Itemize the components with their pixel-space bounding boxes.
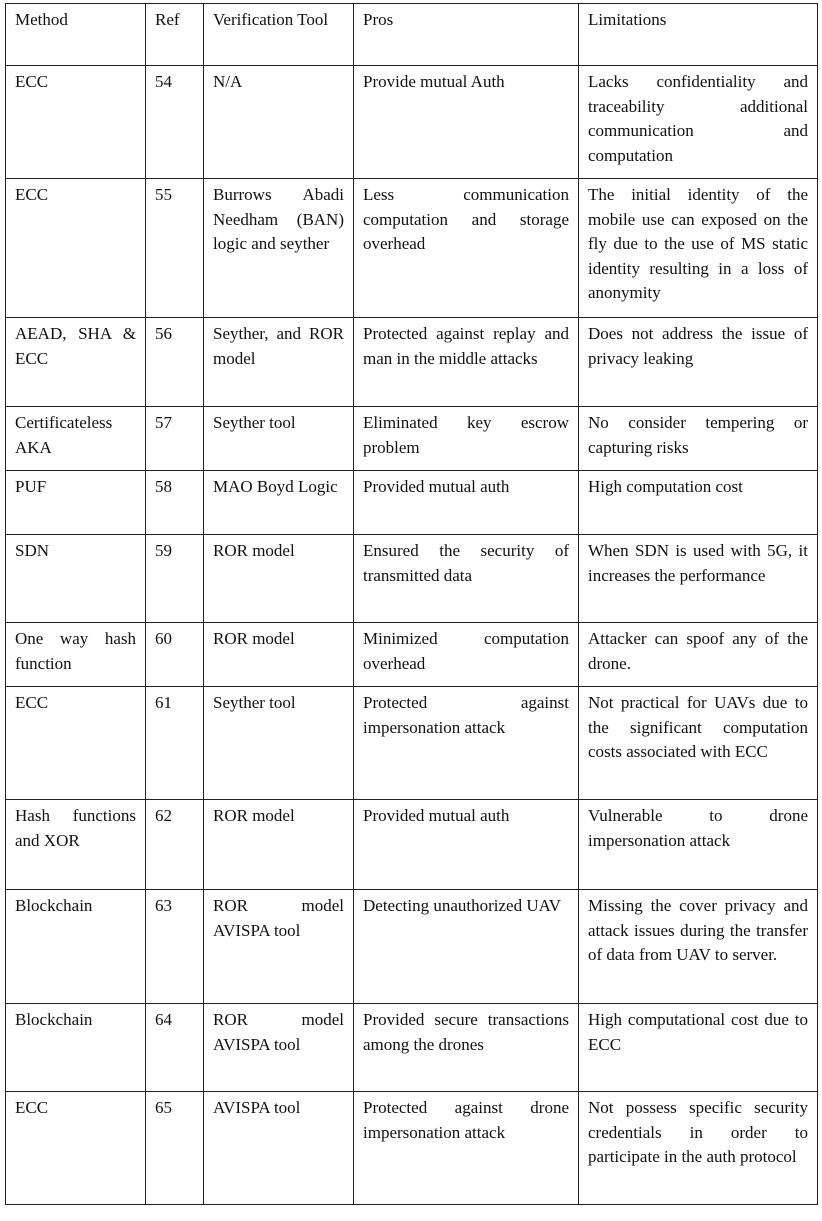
cell-limitations: The initial identity of the mobile use can exposed on the fly due to the use of MS static identity resulting in a loss of anonymity — [579, 179, 818, 318]
cell-ref: 58 — [146, 471, 204, 535]
cell-pros: Protected against replay and man in the middle attacks — [354, 318, 579, 407]
cell-method: ECC — [6, 66, 146, 179]
cell-ref: 55 — [146, 179, 204, 318]
table-row — [6, 535, 818, 623]
cell-tool: Seyther tool — [204, 407, 354, 471]
cell-tool: ROR model AVISPA tool — [204, 890, 354, 1004]
table-row — [6, 623, 818, 687]
cell-tool: MAO Boyd Logic — [204, 471, 354, 535]
cell-limitations: Missing the cover privacy and attack issues during the transfer of data from UAV to server. — [579, 890, 818, 1004]
cell-pros: Ensured the security of transmitted data — [354, 535, 579, 623]
header-limitations: Limitations — [579, 4, 818, 66]
cell-method: Hash functions and XOR — [6, 800, 146, 890]
table-header-row — [6, 4, 818, 66]
cell-method: Blockchain — [6, 890, 146, 1004]
cell-limitations: Vulnerable to drone impersonation attack — [579, 800, 818, 890]
cell-tool: ROR model — [204, 623, 354, 687]
table-row — [6, 1092, 818, 1205]
cell-method: ECC — [6, 687, 146, 800]
cell-tool: N/A — [204, 66, 354, 179]
cell-ref: 62 — [146, 800, 204, 890]
cell-limitations: High computation cost — [579, 471, 818, 535]
cell-pros: Provided mutual auth — [354, 800, 579, 890]
cell-limitations: Lacks confidentiality and traceability additional communication and computation — [579, 66, 818, 179]
cell-tool: ROR model — [204, 535, 354, 623]
cell-ref: 56 — [146, 318, 204, 407]
header-method: Method — [6, 4, 146, 66]
cell-ref: 54 — [146, 66, 204, 179]
cell-method: ECC — [6, 1092, 146, 1205]
cell-tool: Seyther tool — [204, 687, 354, 800]
header-verification-tool: Verification Tool — [204, 4, 354, 66]
cell-pros: Protected against drone impersonation attack — [354, 1092, 579, 1205]
table-row — [6, 687, 818, 800]
cell-tool: Burrows Abadi Needham (BAN) logic and seyther — [204, 179, 354, 318]
cell-ref: 63 — [146, 890, 204, 1004]
cell-pros: Provide mutual Auth — [354, 66, 579, 179]
cell-limitations: Attacker can spoof any of the drone. — [579, 623, 818, 687]
cell-pros: Provided mutual auth — [354, 471, 579, 535]
cell-ref: 65 — [146, 1092, 204, 1205]
table-row — [6, 890, 818, 1004]
table-row — [6, 800, 818, 890]
cell-method: AEAD, SHA & ECC — [6, 318, 146, 407]
cell-pros: Eliminated key escrow problem — [354, 407, 579, 471]
cell-method: Blockchain — [6, 1004, 146, 1092]
cell-method: ECC — [6, 179, 146, 318]
cell-limitations: Does not address the issue of privacy leaking — [579, 318, 818, 407]
cell-limitations: No consider tempering or capturing risks — [579, 407, 818, 471]
cell-limitations: High computational cost due to ECC — [579, 1004, 818, 1092]
cell-limitations: When SDN is used with 5G, it increases the performance — [579, 535, 818, 623]
table-row — [6, 66, 818, 179]
cell-method: PUF — [6, 471, 146, 535]
cell-pros: Provided secure transactions among the drones — [354, 1004, 579, 1092]
cell-tool: AVISPA tool — [204, 1092, 354, 1205]
cell-tool: Seyther, and ROR model — [204, 318, 354, 407]
cell-ref: 59 — [146, 535, 204, 623]
header-pros: Pros — [354, 4, 579, 66]
cell-method: SDN — [6, 535, 146, 623]
auth-methods-table — [5, 3, 818, 1205]
cell-tool: ROR model — [204, 800, 354, 890]
cell-method: One way hash function — [6, 623, 146, 687]
cell-pros: Less communication computation and storage overhead — [354, 179, 579, 318]
cell-tool: ROR model AVISPA tool — [204, 1004, 354, 1092]
cell-pros: Protected against impersonation attack — [354, 687, 579, 800]
table-row — [6, 1004, 818, 1092]
table-row — [6, 179, 818, 318]
header-ref: Ref — [146, 4, 204, 66]
cell-pros: Detecting unauthorized UAV — [354, 890, 579, 1004]
table-row — [6, 471, 818, 535]
cell-limitations: Not possess specific security credentials in order to participate in the auth protocol — [579, 1092, 818, 1205]
cell-method: Certificateless AKA — [6, 407, 146, 471]
cell-ref: 64 — [146, 1004, 204, 1092]
cell-pros: Minimized computation overhead — [354, 623, 579, 687]
cell-ref: 61 — [146, 687, 204, 800]
table-row — [6, 318, 818, 407]
cell-ref: 60 — [146, 623, 204, 687]
cell-limitations: Not practical for UAVs due to the significant computation costs associated with ECC — [579, 687, 818, 800]
cell-ref: 57 — [146, 407, 204, 471]
table-row — [6, 407, 818, 471]
